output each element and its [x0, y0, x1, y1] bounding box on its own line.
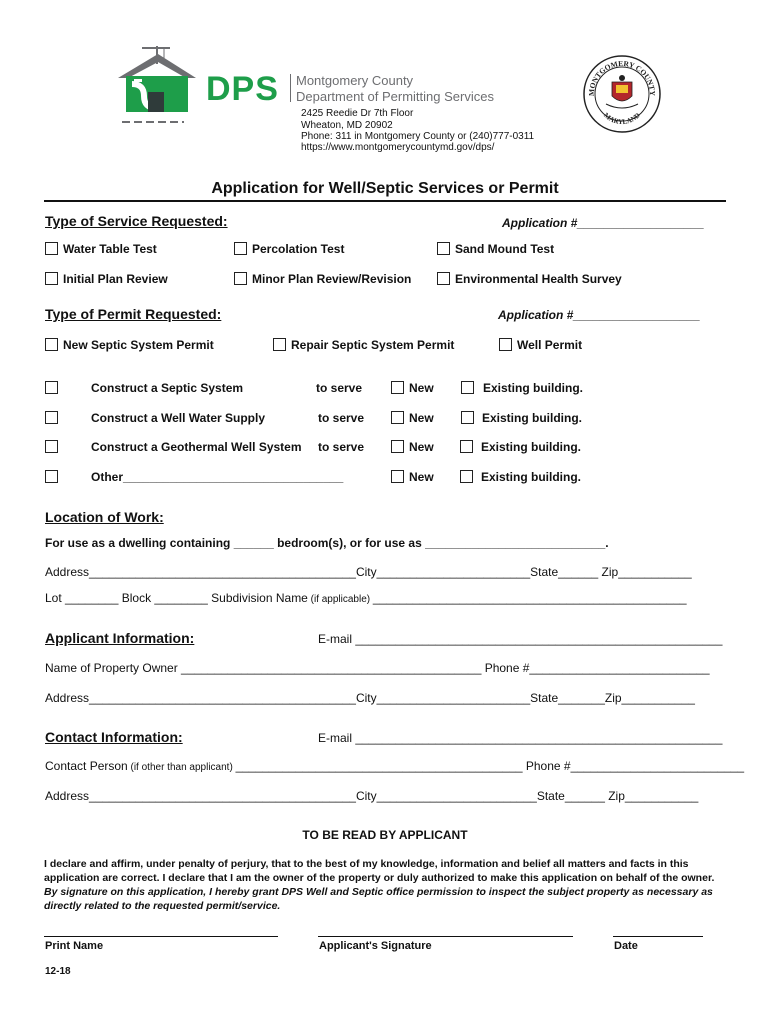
address-line2: Wheaton, MD 20902	[301, 120, 393, 131]
property-owner-line[interactable]: Name of Property Owner _____________________________________________ Phone #___________________________	[45, 661, 710, 675]
option-environmental-health-survey[interactable]: Environmental Health Survey	[437, 272, 622, 286]
row-serve: to serve	[318, 440, 365, 454]
print-name-label: Print Name	[45, 940, 104, 952]
option-percolation-test[interactable]: Percolation Test	[234, 242, 344, 256]
title-rule	[44, 200, 726, 202]
option-repair-septic-permit[interactable]: Repair Septic System Permit	[273, 338, 454, 352]
checkbox[interactable]	[45, 411, 58, 424]
logo-text: DPS	[206, 70, 279, 108]
contact-person-line[interactable]: Contact Person (if other than applicant) ___________________________________________ Phone #__________________________	[45, 759, 745, 773]
service-application-number[interactable]: Application #___________________	[502, 216, 705, 230]
row-new: New	[409, 381, 434, 395]
row-serve: to serve	[318, 411, 365, 425]
applicant-section-heading: Applicant Information:	[45, 630, 195, 646]
option-sand-mound-test[interactable]: Sand Mound Test	[437, 242, 554, 256]
date-label: Date	[614, 940, 638, 952]
signature-line[interactable]	[318, 936, 573, 937]
dps-logo	[112, 44, 202, 128]
signature-label: Applicant's Signature	[319, 940, 432, 952]
checkbox[interactable]	[437, 242, 450, 255]
contact-address-line[interactable]: Address________________________________________City________________________State______ Zip___________	[45, 789, 699, 803]
checkbox[interactable]	[45, 440, 58, 453]
service-section-heading: Type of Service Requested:	[45, 213, 228, 229]
checkbox-existing[interactable]	[460, 440, 473, 453]
row-new: New	[409, 470, 434, 484]
row-existing: Existing building.	[481, 470, 581, 484]
contact-section-heading: Contact Information:	[45, 729, 183, 745]
row-label: Construct a Well Water Supply	[91, 411, 266, 425]
applicant-address-line[interactable]: Address________________________________________City_______________________State_______Zip___________	[45, 691, 695, 705]
row-new: New	[409, 411, 434, 425]
seal-top-text: MONTGOMERY COUNTY	[586, 58, 658, 97]
checkbox-existing[interactable]	[461, 411, 474, 424]
website-url[interactable]: https://www.montgomerycountymd.gov/dps/	[301, 142, 495, 153]
checkbox[interactable]	[273, 338, 286, 351]
declaration-heading: TO BE READ BY APPLICANT	[302, 828, 468, 842]
house-crane-icon	[112, 44, 202, 128]
row-label: Construct a Geothermal Well System	[91, 440, 302, 454]
option-water-table-test[interactable]: Water Table Test	[45, 242, 157, 256]
checkbox[interactable]	[45, 272, 58, 285]
checkbox[interactable]	[499, 338, 512, 351]
checkbox-new[interactable]	[391, 381, 404, 394]
revision-code: 12-18	[45, 966, 71, 977]
checkbox[interactable]	[234, 242, 247, 255]
county-seal	[582, 54, 662, 134]
checkbox[interactable]	[45, 242, 58, 255]
lot-block-line[interactable]: Lot ________ Block ________ Subdivision Name (if applicable) _______________________________________________	[45, 591, 687, 605]
contact-email-line[interactable]: E-mail _______________________________________________________	[318, 731, 723, 745]
permit-application-number[interactable]: Application #___________________	[498, 308, 701, 322]
option-well-permit[interactable]: Well Permit	[499, 338, 582, 352]
checkbox-new[interactable]	[391, 440, 404, 453]
department-name-line1: Montgomery County	[296, 73, 414, 88]
checkbox[interactable]	[45, 470, 58, 483]
applicant-email-line[interactable]: E-mail _______________________________________________________	[318, 632, 723, 646]
logo-divider	[290, 74, 291, 102]
checkbox-new[interactable]	[391, 470, 404, 483]
checkbox[interactable]	[45, 338, 58, 351]
row-serve: to serve	[316, 381, 363, 395]
location-section-heading: Location of Work:	[45, 509, 164, 525]
row-existing: Existing building.	[481, 440, 581, 454]
option-initial-plan-review[interactable]: Initial Plan Review	[45, 272, 168, 286]
phone-line: Phone: 311 in Montgomery County or (240)777-0311	[301, 131, 535, 142]
row-existing: Existing building.	[483, 381, 583, 395]
checkbox[interactable]	[45, 381, 58, 394]
row-existing: Existing building.	[482, 411, 582, 425]
print-name-line[interactable]	[44, 936, 278, 937]
checkbox-existing[interactable]	[461, 381, 474, 394]
checkbox[interactable]	[234, 272, 247, 285]
date-line[interactable]	[613, 936, 703, 937]
location-address-line[interactable]: Address________________________________________City_______________________State______ Zip___________	[45, 565, 692, 579]
option-new-septic-permit[interactable]: New Septic System Permit	[45, 338, 214, 352]
department-name-line2: Department of Permitting Services	[296, 89, 494, 104]
checkbox[interactable]	[437, 272, 450, 285]
checkbox-existing[interactable]	[460, 470, 473, 483]
option-minor-plan-review[interactable]: Minor Plan Review/Revision	[234, 272, 411, 286]
county-seal-icon	[582, 54, 662, 134]
form-title: Application for Well/Septic Services or Permit	[211, 180, 559, 197]
checkbox-new[interactable]	[391, 411, 404, 424]
address-line1: 2425 Reedie Dr 7th Floor	[301, 108, 414, 119]
row-label: Construct a Septic System	[91, 381, 244, 395]
dwelling-line[interactable]: For use as a dwelling containing ______ bedroom(s), or for use as ___________________________.	[45, 536, 609, 550]
permit-section-heading: Type of Permit Requested:	[45, 306, 222, 322]
seal-bottom-text: MARYLAND	[602, 111, 642, 127]
declaration-text: I declare and affirm, under penalty of perjury, that to the best of my knowledge, information and belief all matters and facts in this application are correct. I declare that I am the owner of the property or duly authorized to make this application on behalf of the owner. By signature on this application, I hereby grant DPS Well and Septic office permission to inspect the subject property as necessary as directly related to the requested permit/service.	[44, 858, 715, 912]
row-new: New	[409, 440, 434, 454]
row-label[interactable]: Other_________________________________	[91, 470, 344, 484]
